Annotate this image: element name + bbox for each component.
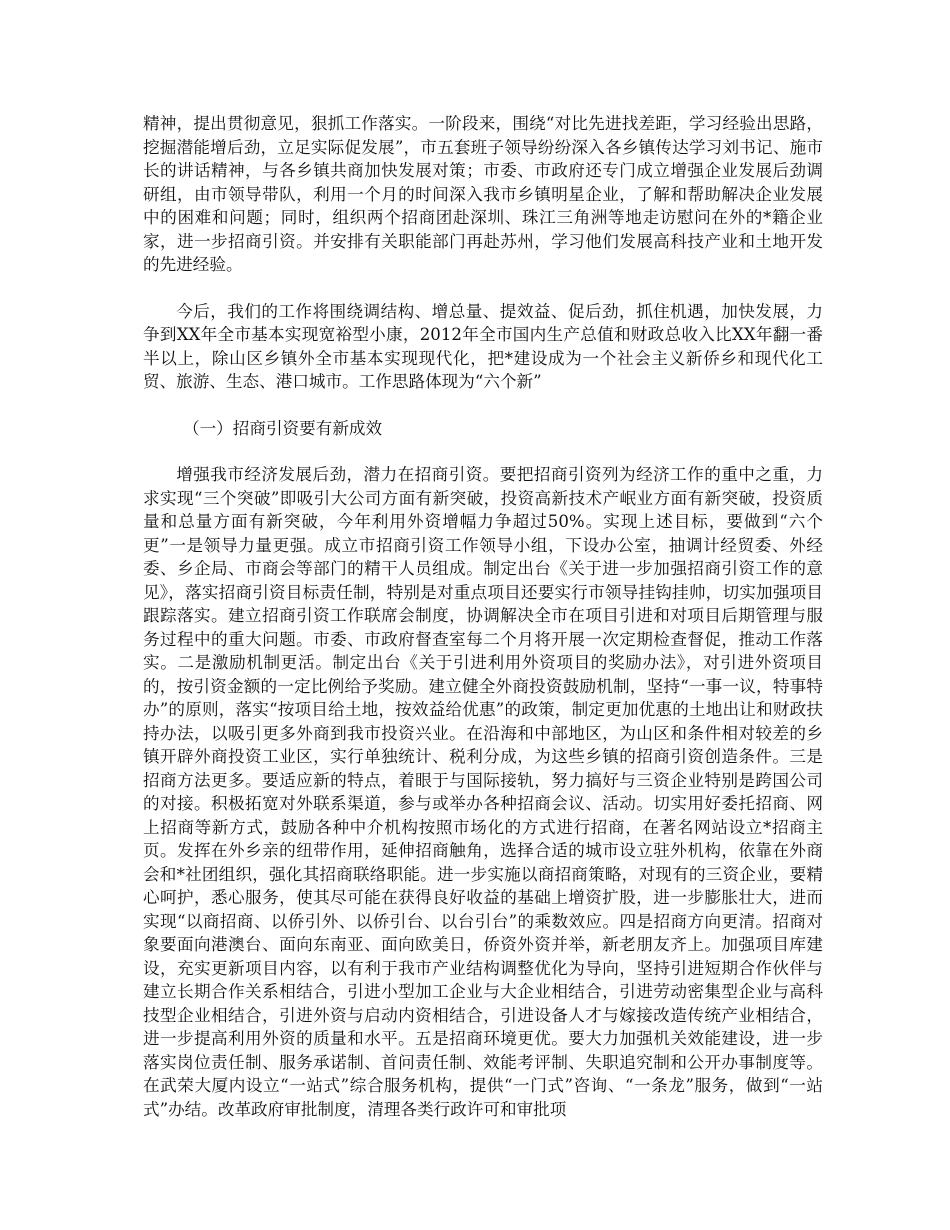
document-body <box>143 112 823 1121</box>
paragraph-3: 增强我市经济发展后劲，潜力在招商引资。要把招商引资列为经济工作的重中之重，力求实现“三个突破”即吸引大公司方面有新突破，投资高新技术产岷业方面有新突破，投资质量和总量方面有新突破，今年利用外资增幅力争超过50%。实现上述目标，要做到“六个更”一是领导力量更强。成立市招商引资工作领导小组，下设办公室，抽调计经贸委、外经委、乡企局、市商会等部门的精干人员组成。制定出台《关于进一步加强招商引资工作的意见》，落实招商引资目标责任制，特别是对重点项目还要实行市领导挂钩挂帅，切实加强项目跟踪落实。建立招商引资工作联席会制度，协调解决全市在项目引进和对项目后期管理与服务过程中的重大问题。市委、市政府督查室每二个月将开展一次定期检查督促，推动工作落实。二是激励机制更活。制定出台《关于引进利用外资项目的奖励办法》，对引进外资项目的，按引资金额的一定比例给予奖励。建立健全外商投资鼓励机制，坚持“一事一议，特事特办”的原则，落实“按项目给土地，按效益给优惠”的政策，制定更加优惠的土地出让和财政扶持办法，以吸引更多外商到我市投资兴业。在沿海和中部地区，为山区和条件相对较差的乡镇开辟外商投资工业区，实行单独统计、税利分成，为这些乡镇的招商引资创造条件。三是招商方法更多。要适应新的特点，着眼于与国际接轨，努力搞好与三资企业特别是跨国公司的对接。积极拓宽对外联系渠道，参与或举办各种招商会议、活动。切实用好委托招商、网上招商等新方式，鼓励各种中介机构按照市场化的方式进行招商，在著名网站设立*招商主页。发挥在外乡亲的纽带作用，延伸招商触角，选择合适的城市设立驻外机构，依靠在外商会和*社团组织，强化其招商联络职能。进一步实施以商招商策略，对现有的三资企业，要精心呵护，悉心服务，使其尽可能在获得良好收益的基础上增资扩股，进一步膨胀壮大，进而实现“以商招商、以侨引外、以侨引台、以台引台”的乘数效应。四是招商方向更清。招商对象要面向港澳台、面向东南亚、面向欧美日，侨资外资并举，新老朋友齐上。加强项目库建设，充实更新项目内容，以有利于我市产业结构调整优化为导向，坚持引进短期合作伙伴与建立长期合作关系相结合，引进小型加工企业与大企业相结合，引进劳动密集型企业与高科技型企业相结合，引进外资与启动内资相结合，引进设备人才与嫁接改造传统产业相结合，进一步提高利用外资的质量和水平。五是招商环境更优。要大力加强机关效能建设，进一步落实岗位责任制、服务承诺制、首问责任制、效能考评制、失职追究制和公开办事制度等。在武荣大厦内设立“一站式”综合服务机构，提供“一门式”咨询、“一条龙”服务，做到“一站式”办结。改革政府审批制度，清理各类行政许可和审批项 <box>143 465 823 1119</box>
section-heading: （一）招商引资要有新成效 <box>183 418 383 438</box>
paragraph-1: 精神，提出贯彻意见，狠抓工作落实。一阶段来，围绕“对比先进找差距，学习经验出思路，挖掘潜能增后劲，立足实际促发展”，市五套班子领导纷纷深入各乡镇传达学习刘书记、施市长的讲话精神，与各乡镇共商加快发展对策；市委、市政府还专门成立增强企业发展后劲调研组，由市领导带队，利用一个月的时间深入我市乡镇明星企业，了解和帮助解决企业发展中的困难和问题；同时，组织两个招商团赴深圳、珠江三角洲等地走访慰问在外的*籍企业家，进一步招商引资。并安排有关职能部门再赴苏州，学习他们发展高科技产业和土地开发的先进经验。 <box>143 114 823 274</box>
paragraph-2: 今后，我们的工作将围绕调结构、增总量、提效益、促后劲，抓住机遇，加快发展，力争到XX年全市基本实现宽裕型小康，2012年全市国内生产总值和财政总收入比XX年翻一番半以上，除山区乡镇外全市基本实现现代化，把*建设成为一个社会主义新侨乡和现代化工贸、旅游、生态、港口城市。工作思路体现为“六个新” <box>143 301 823 391</box>
